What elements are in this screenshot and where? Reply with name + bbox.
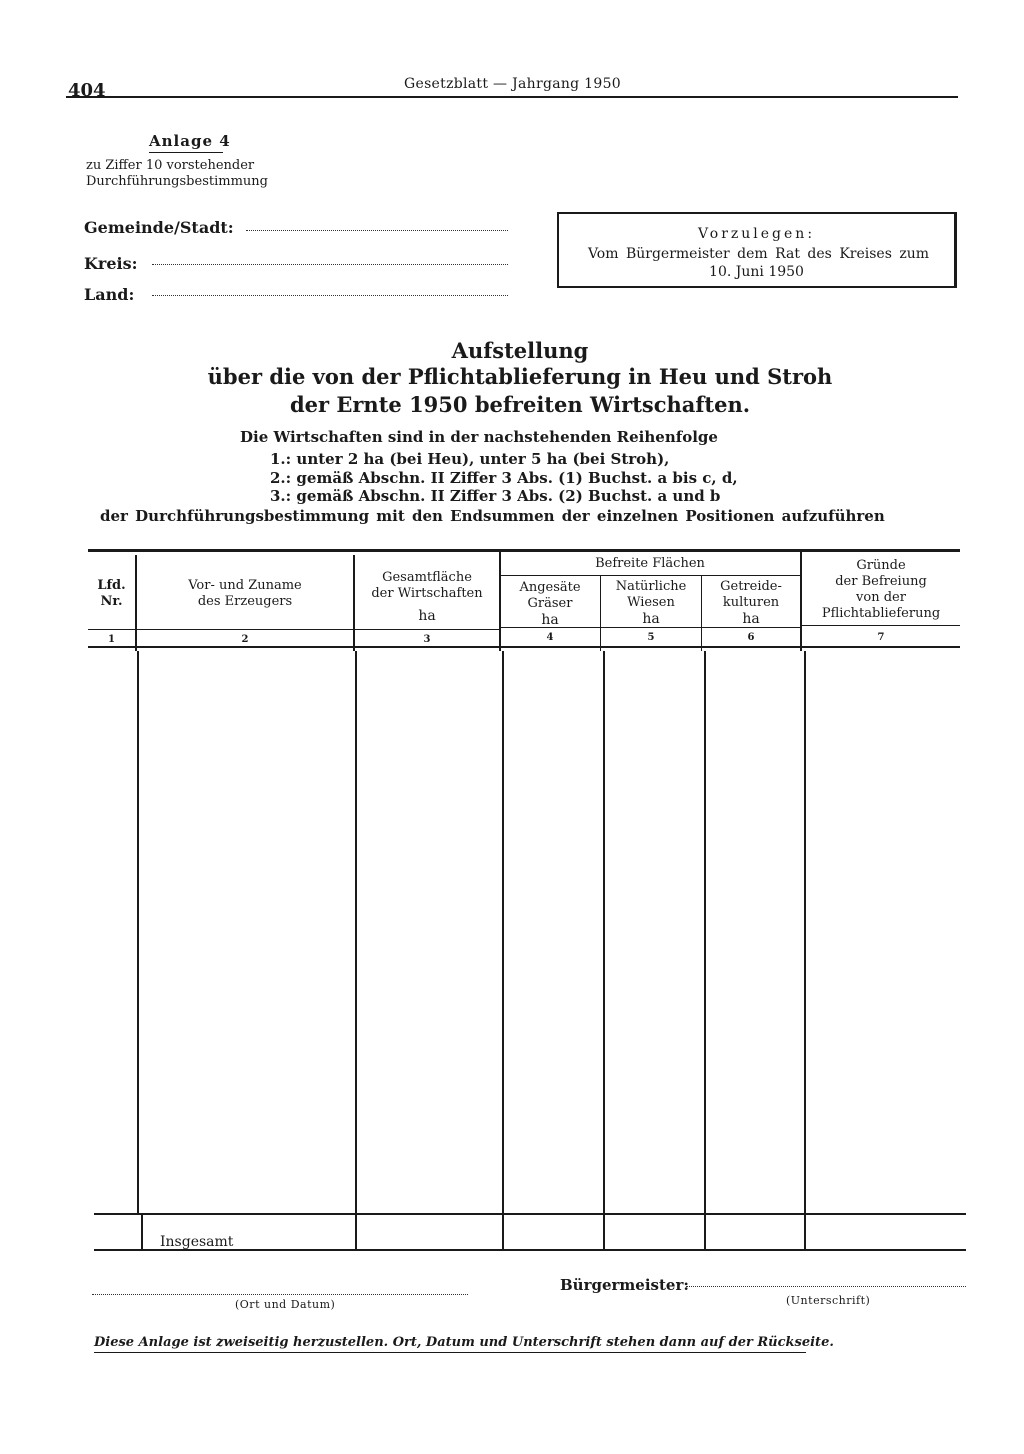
col-number-3: 3 bbox=[423, 634, 431, 645]
col-header-cereal-crops-line-2: kulturen bbox=[722, 595, 780, 610]
total-label: Insgesamt bbox=[160, 1234, 234, 1250]
col-header-cereal-crops bbox=[702, 579, 800, 627]
col-header-cereal-crops-unit: ha bbox=[742, 611, 760, 627]
mayor-label: Bürgermeister: bbox=[560, 1276, 689, 1294]
col-header-name-line-2: des Erzeugers bbox=[197, 594, 293, 609]
col-header-natural-meadows bbox=[601, 579, 701, 627]
col-header-sown-grasses-unit: ha bbox=[541, 612, 559, 628]
col-divider-1-total bbox=[141, 1215, 143, 1249]
submission-notice-line-1: Vom Bürgermeister dem Rat des Kreises zum bbox=[587, 246, 930, 262]
anlage-reference-line-2: Durchführungsbestimmung bbox=[86, 174, 268, 189]
place-date-field[interactable] bbox=[92, 1294, 468, 1295]
col-number-6: 6 bbox=[747, 632, 755, 643]
footnote: Diese Anlage ist zweiseitig herzustellen. Ort, Datum und Unterschrift stehen dann auf der Rückseite. bbox=[94, 1335, 834, 1350]
col-header-sown-grasses bbox=[500, 580, 600, 628]
intro-line-2: 1.: unter 2 ha (bei Heu), unter 5 ha (bei Stroh), bbox=[270, 450, 670, 468]
col-header-reasons-line-4: Pflichtablieferung bbox=[821, 606, 941, 621]
intro-line-3: 2.: gemäß Abschn. II Ziffer 3 Abs. (1) Buchst. a bis c, d, bbox=[270, 469, 738, 487]
col-header-sown-grasses-line-1: Angesäte bbox=[519, 580, 581, 595]
col-header-group-exempt-areas: Befreite Flächen bbox=[595, 556, 705, 571]
running-head: Gesetzblatt — Jahrgang 1950 bbox=[404, 76, 622, 92]
col-header-cereal-crops-line-1: Getreide- bbox=[720, 579, 782, 594]
place-date-label: (Ort und Datum) bbox=[235, 1298, 336, 1311]
kreis-field[interactable] bbox=[152, 264, 508, 265]
signature-label: (Unterschrift) bbox=[786, 1294, 871, 1307]
intro-line-5: der Durchführungsbestimmung mit den Endsummen der einzelnen Positionen aufzuführen bbox=[100, 507, 885, 525]
header-rule-left bbox=[88, 629, 500, 630]
col-number-5: 5 bbox=[647, 632, 655, 643]
col-header-lfd-nr-line-1: Lfd. bbox=[97, 578, 126, 593]
group-header-rule bbox=[500, 575, 800, 576]
col-header-total-area-unit: ha bbox=[418, 608, 436, 624]
number-row-rule bbox=[88, 646, 960, 648]
col-header-total-area-line-1: Gesamtfläche bbox=[382, 570, 472, 585]
col-header-natural-meadows-line-2: Wiesen bbox=[627, 595, 675, 610]
page-number: 404 bbox=[68, 80, 106, 101]
anlage-reference-line-1: zu Ziffer 10 vorstehender bbox=[86, 158, 255, 173]
col-header-lfd-nr-line-2: Nr. bbox=[100, 594, 123, 609]
col-header-total-area bbox=[355, 570, 499, 624]
submission-notice-date: 10. Juni 1950 bbox=[709, 264, 804, 280]
document-subtitle-line-1: über die von der Pflichtablieferung in Heu und Stroh bbox=[207, 364, 833, 389]
submission-notice-heading: Vorzulegen: bbox=[697, 226, 816, 242]
anlage-title: Anlage 4 bbox=[149, 132, 231, 150]
table-top-rule bbox=[88, 549, 960, 552]
col-header-reasons-line-3: von der bbox=[856, 590, 906, 605]
kreis-label: Kreis: bbox=[84, 254, 138, 273]
col-header-name-line-1: Vor- und Zuname bbox=[188, 578, 302, 593]
anlage-underline bbox=[149, 152, 223, 153]
col-header-natural-meadows-unit: ha bbox=[642, 611, 660, 627]
document-title: Aufstellung bbox=[451, 338, 589, 363]
land-field[interactable] bbox=[152, 295, 508, 296]
footnote-underline bbox=[94, 1352, 806, 1353]
col-header-total-area-line-2: der Wirtschaften bbox=[371, 586, 483, 601]
col-number-4: 4 bbox=[546, 632, 554, 643]
col-header-reasons-line-1: Gründe bbox=[856, 558, 906, 573]
intro-line-4: 3.: gemäß Abschn. II Ziffer 3 Abs. (2) Buchst. a und b bbox=[270, 487, 721, 505]
col-header-reasons-line-2: der Befreiung bbox=[835, 574, 927, 589]
header-rule-right bbox=[802, 625, 960, 626]
col-header-sown-grasses-line-2: Gräser bbox=[527, 596, 573, 611]
col-number-2: 2 bbox=[241, 634, 249, 645]
total-row-top-rule bbox=[94, 1213, 966, 1215]
land-label: Land: bbox=[84, 285, 135, 304]
col-number-1: 1 bbox=[108, 634, 115, 645]
gemeinde-field[interactable] bbox=[246, 230, 508, 231]
signature-field[interactable] bbox=[686, 1286, 966, 1287]
col-header-name bbox=[137, 578, 353, 610]
intro-line-1: Die Wirtschaften sind in der nachstehenden Reihenfolge bbox=[240, 428, 718, 446]
col-header-reasons bbox=[802, 558, 960, 622]
table-entry-area[interactable] bbox=[139, 652, 959, 1212]
col-header-natural-meadows-line-1: Natürliche bbox=[615, 579, 687, 594]
col-number-7: 7 bbox=[877, 632, 885, 643]
header-rule bbox=[66, 96, 958, 98]
gemeinde-label: Gemeinde/Stadt: bbox=[84, 218, 234, 237]
col-header-lfd-nr bbox=[88, 578, 135, 610]
document-subtitle-line-2: der Ernte 1950 befreiten Wirtschaften. bbox=[289, 392, 751, 417]
submission-notice-box bbox=[557, 212, 957, 288]
